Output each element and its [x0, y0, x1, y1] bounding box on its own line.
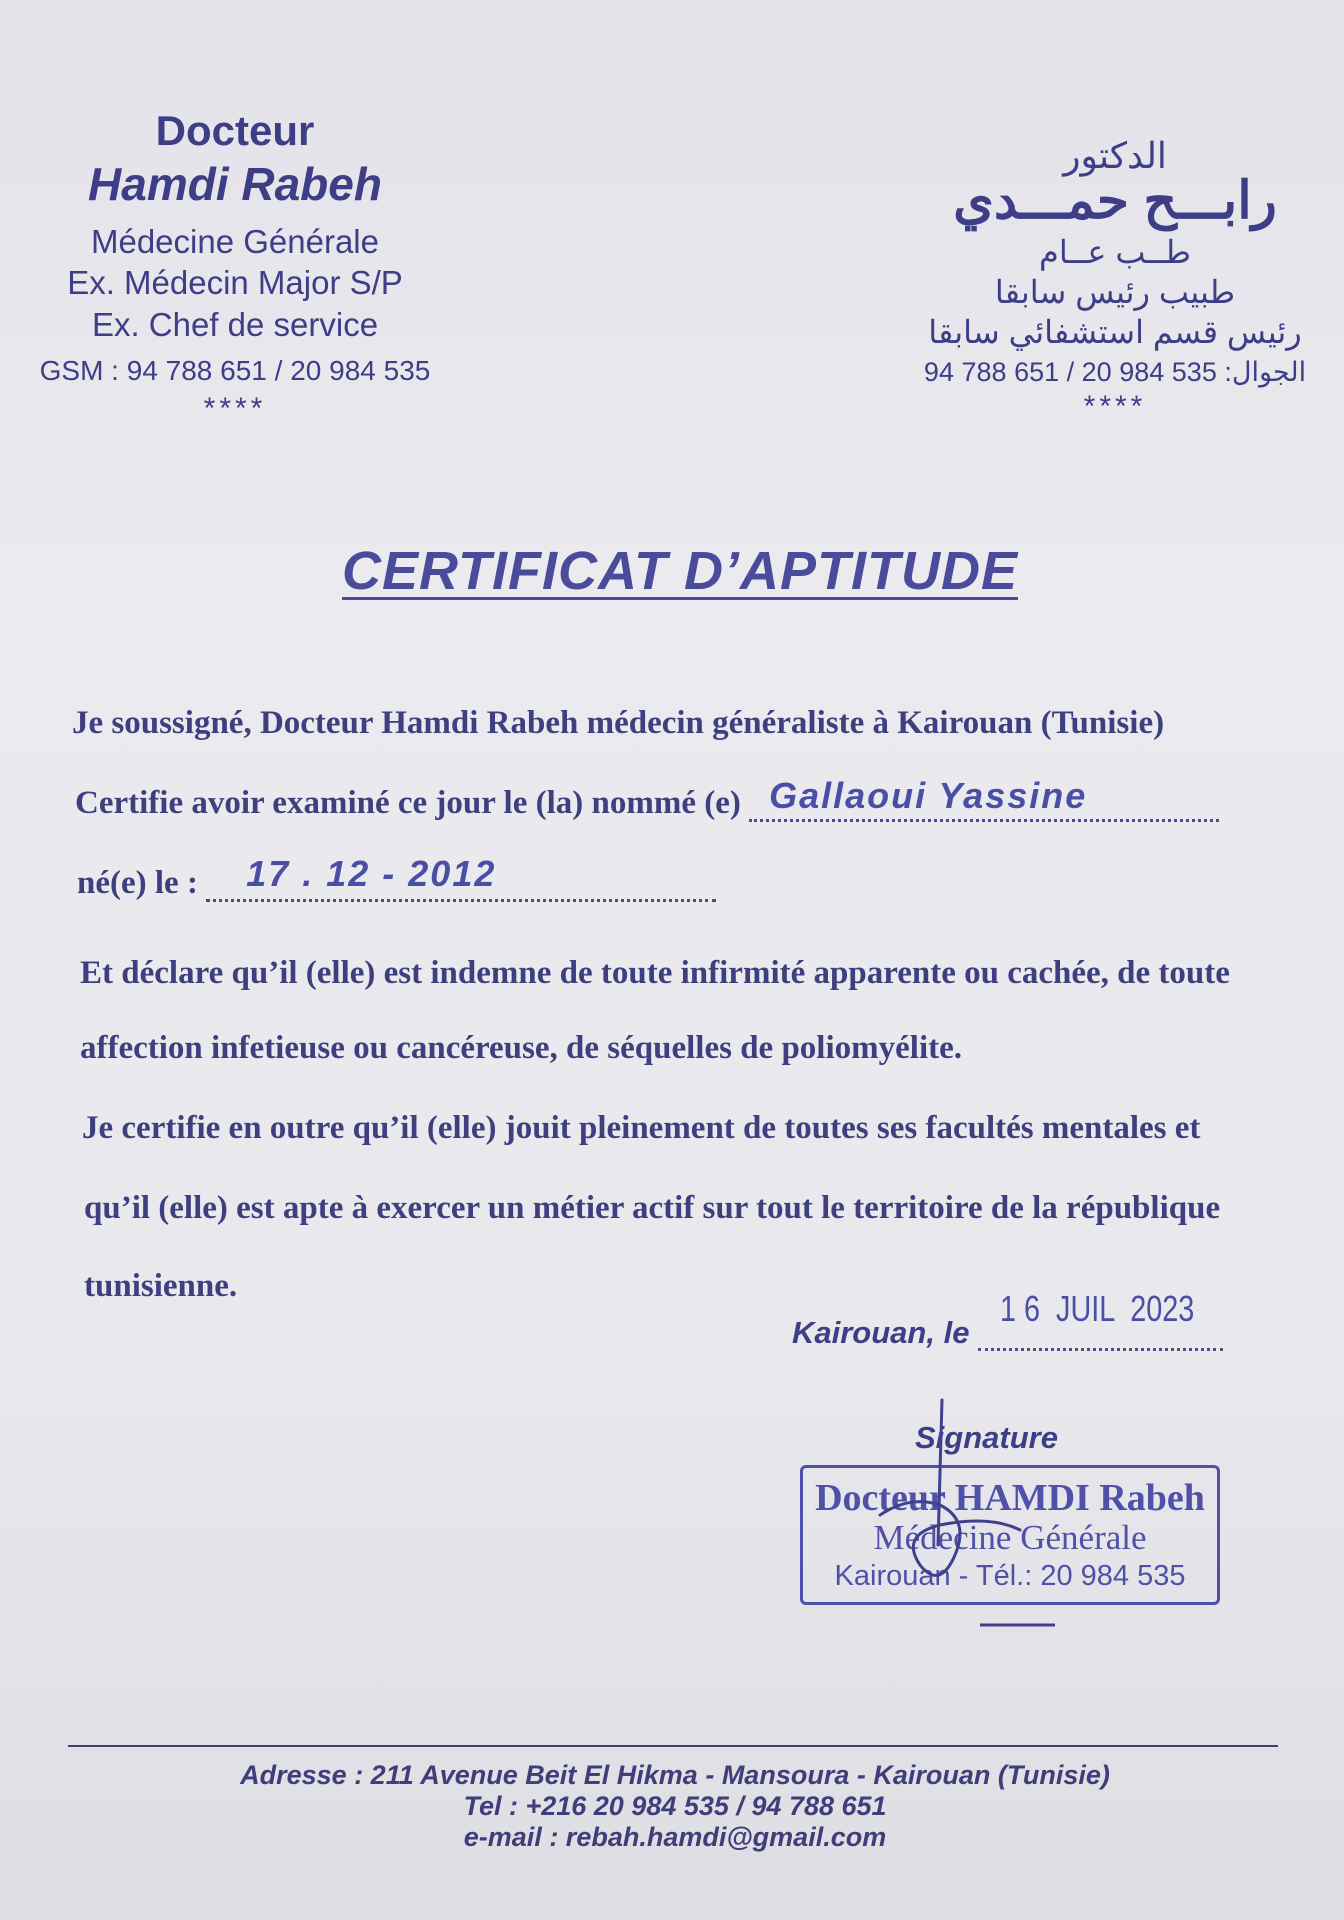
- examined-label: Certifie avoir examiné ce jour le (la) nommé (e): [75, 785, 750, 821]
- place-label: Kairouan, le: [792, 1315, 979, 1350]
- gsm-fr: GSM : 94 788 651 / 20 984 535: [39, 354, 431, 386]
- specialty-fr: Médecine Générale: [90, 223, 379, 260]
- stamp-specialty: Médecine Générale: [873, 1518, 1147, 1557]
- specialty-ar: طــب عــام: [1039, 234, 1191, 270]
- footer-tel: Tel : +216 20 984 535 / 94 788 651: [463, 1791, 887, 1822]
- footer: [100, 1760, 1250, 1853]
- doctor-title-fr: Docteur: [155, 107, 315, 154]
- patient-name-handwritten: Gallaoui Yassine: [769, 775, 1088, 816]
- birth-field: [206, 853, 716, 902]
- stars-fr: ****: [203, 391, 267, 425]
- footer-address: Adresse : 211 Avenue Beit El Hikma - Mansoura - Kairouan (Tunisie): [240, 1760, 1110, 1790]
- birth-label: né(e) le :: [77, 865, 207, 901]
- footer-divider: [68, 1745, 1278, 1747]
- former-role-2-fr: Ex. Chef de service: [91, 305, 379, 343]
- body-line-1: Je soussigné, Docteur Hamdi Rabeh médecin généraliste à Kairouan (Tunisie): [72, 705, 1165, 741]
- signature-label: Signature: [915, 1420, 1058, 1455]
- doctor-title-ar: الدكتور: [1063, 135, 1167, 176]
- name-field: [749, 775, 1219, 822]
- stamp-contact: Kairouan - Tél.: 20 984 535: [834, 1560, 1186, 1592]
- body-line-7: qu’il (elle) est apte à exercer un métier actif sur tout le territoire de la république: [84, 1190, 1221, 1226]
- date-field: [978, 1288, 1223, 1351]
- body-line-5: affection infetieuse ou cancéreuse, de séquelles de poliomyélite.: [80, 1030, 962, 1066]
- doctor-name-fr: Hamdi Rabeh: [88, 157, 382, 210]
- place-date: [792, 1288, 1223, 1351]
- letterhead-arabic: [900, 135, 1330, 424]
- body-line-3: [77, 853, 716, 902]
- birth-date-handwritten: 17 . 12 - 2012: [246, 853, 497, 894]
- footer-email: e-mail : rebah.hamdi@gmail.com: [463, 1822, 887, 1853]
- former-role-1-ar: طبيب رئيس سابقا: [994, 274, 1236, 310]
- body-line-2: [75, 775, 1219, 822]
- stamp-name: Docteur HAMDI Rabeh: [815, 1477, 1205, 1519]
- gsm-ar: الجوال: 535 984 20 / 651 788 94: [923, 357, 1307, 387]
- stars-ar: ****: [1083, 390, 1147, 423]
- body-line-4: Et déclare qu’il (elle) est indemne de toute infirmité apparente ou cachée, de toute: [80, 955, 1230, 991]
- handwritten-signature: [830, 1395, 1080, 1645]
- doctor-name-ar: رابـــح حمـــدي: [953, 172, 1277, 230]
- letterhead-french: [30, 105, 440, 427]
- former-role-2-ar: رئيس قسم استشفائي سابقا: [928, 314, 1302, 350]
- date-stamp: 1 6 JUIL 2023: [1000, 1288, 1195, 1329]
- certificate-title: CERTIFICAT D’APTITUDE: [342, 541, 1018, 601]
- former-role-1-fr: Ex. Médecin Major S/P: [67, 264, 403, 302]
- body-line-8: tunisienne.: [84, 1268, 238, 1304]
- body-line-6: Je certifie en outre qu’il (elle) jouit pleinement de toutes ses facultés mentales et: [82, 1110, 1201, 1146]
